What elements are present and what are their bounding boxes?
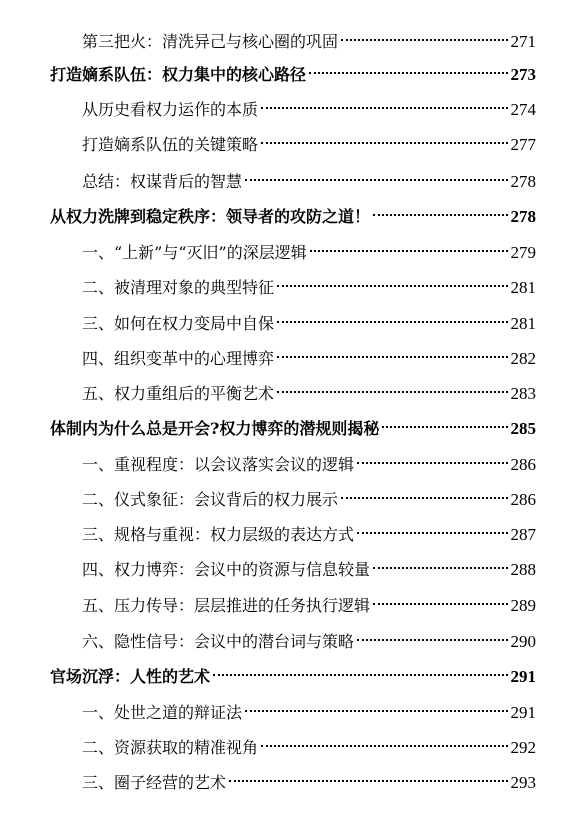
dot-leader	[310, 250, 508, 252]
entry-title: 三、圈子经营的艺术	[82, 773, 227, 792]
entry-page: 289	[510, 596, 536, 615]
toc-entry	[82, 627, 536, 657]
toc-entry	[82, 95, 536, 125]
dot-leader	[261, 142, 507, 144]
entry-title: 二、仪式象征：会议背后的权力展示	[82, 490, 339, 509]
dot-leader	[373, 214, 507, 216]
toc-entry	[50, 414, 536, 444]
entry-title: 从权力洗牌到稳定秩序：领导者的攻防之道！	[50, 207, 371, 226]
toc-entry	[82, 485, 536, 515]
toc-entry	[82, 273, 536, 303]
entry-page: 279	[510, 243, 536, 262]
entry-title: 一、重视程度：以会议落实会议的逻辑	[82, 455, 355, 474]
entry-page: 291	[510, 667, 536, 686]
dot-leader	[357, 639, 507, 641]
entry-page: 281	[510, 278, 536, 297]
dot-leader	[357, 462, 507, 464]
entry-page: 291	[510, 703, 536, 722]
entry-page: 287	[510, 525, 536, 544]
toc-entry	[82, 344, 536, 374]
dot-leader	[213, 674, 507, 676]
toc-entry	[82, 27, 536, 57]
entry-page: 278	[510, 207, 536, 226]
entry-page: 277	[510, 135, 536, 154]
entry-title: 从历史看权力运作的本质	[82, 100, 259, 119]
dot-leader	[245, 710, 507, 712]
toc-entry	[50, 202, 536, 232]
dot-leader	[373, 603, 507, 605]
toc-entry	[82, 591, 536, 621]
dot-leader	[261, 745, 507, 747]
toc-entry	[82, 450, 536, 480]
entry-title: 一、“上新”与“灭旧”的深层逻辑	[82, 243, 307, 262]
entry-title: 体制内为什么总是开会?权力博弈的潜规则揭秘	[50, 419, 380, 438]
entry-title: 三、规格与重视：权力层级的表达方式	[82, 525, 355, 544]
toc-entry	[50, 662, 536, 692]
entry-page: 288	[510, 560, 536, 579]
entry-title: 打造嫡系队伍的关键策略	[82, 135, 259, 154]
dot-leader	[373, 567, 507, 569]
entry-page: 292	[510, 738, 536, 757]
entry-title: 总结：权谋背后的智慧	[82, 172, 243, 191]
dot-leader	[277, 391, 507, 393]
entry-page: 282	[510, 349, 536, 368]
dot-leader	[382, 426, 507, 428]
toc-entry	[82, 698, 536, 728]
entry-page: 281	[510, 314, 536, 333]
dot-leader	[261, 107, 507, 109]
toc-entry	[50, 60, 536, 90]
dot-leader	[277, 356, 507, 358]
toc-entry	[82, 555, 536, 585]
toc-entry	[82, 309, 536, 339]
entry-page: 285	[510, 419, 536, 438]
entry-page: 286	[510, 490, 536, 509]
dot-leader	[357, 532, 507, 534]
entry-title: 五、压力传导：层层推进的任务执行逻辑	[82, 596, 371, 615]
entry-title: 六、隐性信号：会议中的潜台词与策略	[82, 632, 355, 651]
dot-leader	[309, 72, 507, 74]
entry-title: 四、组织变革中的心理博弈	[82, 349, 275, 368]
entry-page: 274	[510, 100, 536, 119]
entry-page: 286	[510, 455, 536, 474]
entry-title: 一、处世之道的辩证法	[82, 703, 243, 722]
entry-page: 271	[510, 32, 536, 51]
entry-title: 打造嫡系队伍：权力集中的核心路径	[50, 65, 307, 84]
dot-leader	[341, 497, 507, 499]
entry-title: 二、被清理对象的典型特征	[82, 278, 275, 297]
toc-entry	[82, 733, 536, 763]
entry-title: 三、如何在权力变局中自保	[82, 314, 275, 333]
entry-title: 第三把火：清洗异己与核心圈的巩固	[82, 32, 339, 51]
toc-entry	[82, 379, 536, 409]
entry-title: 四、权力博弈：会议中的资源与信息较量	[82, 560, 371, 579]
entry-page: 283	[510, 384, 536, 403]
dot-leader	[245, 179, 507, 181]
toc-entry	[82, 167, 536, 197]
entry-page: 273	[510, 65, 536, 84]
toc-entry	[82, 130, 536, 160]
entry-title: 五、权力重组后的平衡艺术	[82, 384, 275, 403]
entry-title: 二、资源获取的精准视角	[82, 738, 259, 757]
toc-entry	[82, 238, 536, 268]
entry-page: 293	[510, 773, 536, 792]
dot-leader	[341, 39, 507, 41]
toc-entry	[82, 520, 536, 550]
dot-leader	[229, 780, 507, 782]
dot-leader	[277, 285, 507, 287]
entry-title: 官场沉浮：人性的艺术	[50, 667, 211, 686]
entry-page: 290	[510, 632, 536, 651]
entry-page: 278	[510, 172, 536, 191]
toc-entry	[82, 768, 536, 798]
dot-leader	[277, 321, 507, 323]
